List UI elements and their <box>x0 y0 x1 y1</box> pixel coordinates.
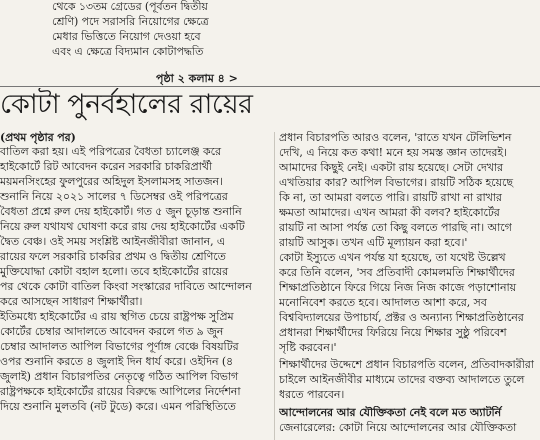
body-line: পর থেকে কোটা বাতিল কিংবা সংস্কারের দাবিতে আন্দোলন <box>0 280 252 293</box>
body-line: রায়ের ফলে সরকারি চাকরির প্রথম ও দ্বিতীয় শ্রেণিতে <box>0 250 226 263</box>
body-line: শিক্ষার্থীদের উদ্দেশে প্রধান বিচারপতি বলেন, প্রতিবাদকারীরা <box>279 358 534 371</box>
body-line: কি না, তা আমরা বলতে পারি। রায়টি রাখা না রাখার <box>279 191 502 204</box>
body-line: নিয়ে রুল যথাযথ ঘোষণা করে রায় দেয় হাইকোর্টের একটি <box>0 220 245 233</box>
body-line: ক্ষমতা আমাদের। এখন আমরা কী বলব? হাইকোর্টের <box>279 206 500 219</box>
body-line: বৈধতা প্রশ্নে রুল দেয় হাইকোর্ট। গত ৫ জুন চূড়ান্ত শুনানি <box>0 205 242 218</box>
fragment-line: শ্রেণি) পদে সরাসরি নিয়োগের ক্ষেত্রে <box>52 15 209 28</box>
body-line: শিক্ষাপ্রতিষ্ঠানে ফিরে গিয়ে নিজ নিজ কাজে পড়াশোনায় <box>279 281 517 294</box>
continuation-reference: পৃষ্ঠা ২ কলাম ৪ > <box>156 72 238 85</box>
body-line: হাইকোর্টে রিট আবেদন করেন সরকারি চাকরিপ্রার্থী <box>0 160 212 173</box>
body-line: জুলাই) প্রধান বিচারপতির নেতৃত্বে গঠিত আপিল বিভাগ <box>0 370 239 383</box>
body-line: প্রধানরা শিক্ষার্থীদের ফিরিয়ে নিয়ে শিক্ষার সুষ্ঠু পরিবেশ <box>279 326 507 339</box>
body-line: চেম্বার আদালত আপিল বিভাগের পূর্ণাঙ্গ বেঞ্চে বিষয়টির <box>0 340 239 353</box>
body-line: করে আসছেন সাধারণ শিক্ষার্থীরা। <box>0 295 143 308</box>
body-line: রাষ্ট্রপক্ষকে হাইকোর্টের রায়ের বিরুদ্ধে আপিলের নির্দেশনা <box>0 385 241 398</box>
fragment-line: মেধার ভিত্তিতে নিয়োগ দেওয়া হবে <box>52 30 201 43</box>
body-line: রায়টি আসুক। তখন এটি মূল্যায়ন করা হবে।' <box>279 236 468 249</box>
body-line: দেখি, এ নিয়ে কত কথা! মনে হয় সমস্ত জ্ঞান তাদেরই। <box>279 146 507 159</box>
body-line: কোর্টের চেম্বার আদালতে আবেদন করলে গত ৯ জুন <box>0 325 224 338</box>
body-line: বাতিল করা হয়। এই পরিপত্রের বৈধতা চ্যালেঞ্জ করে <box>0 145 221 158</box>
fragment-line: থেকে ১৩তম গ্রেডের (পূর্বতন দ্বিতীয় <box>52 0 208 13</box>
body-line: ইতিমধ্যে হাইকোর্টের এ রায় স্থগিত চেয়ে রাষ্ট্রপক্ষ সুপ্রিম <box>0 310 234 323</box>
section-rule <box>0 86 540 87</box>
fragment-line: এবং এ ক্ষেত্রে বিদ্যমান কোটাপদ্ধতি <box>52 45 204 58</box>
body-line: মনোনিবেশ করতে হবে। আদালত আশা করে, সব <box>279 296 487 309</box>
body-line: প্রধান বিচারপতি আরও বলেন, 'রাতে যখন টেলিভিশন <box>279 131 512 144</box>
body-line: ময়মনসিংহের ফুলপুরের অহিদুল ইসলামসহ সাতজন। <box>0 175 223 188</box>
body-line: এখতিয়ার কার? আপিল বিভাগের। রায়টি সঠিক হয়েছে <box>279 176 513 189</box>
body-line: দ্বৈত বেঞ্চ। ওই সময় সংশ্লিষ্ট আইনজীবীরা জানান, এ <box>0 235 226 248</box>
body-line: আমাদের কিছুই নেই। একটা রায় হয়েছে। সেটা দেখার <box>279 161 503 174</box>
body-line: ধরতে পারবেন। <box>279 388 345 401</box>
body-line: মুক্তিযোদ্ধা কোটা বহাল হলো। তবে হাইকোর্টের রায়ের <box>0 265 229 278</box>
body-line: সৃষ্টি করবেন।' <box>279 341 337 354</box>
body-line: ওপর শুনানি করতে ৪ জুলাই দিন ধার্য করে। ওইদিন (৪ <box>0 355 234 368</box>
body-line: রায়টি না আসা পর্যন্ত তো কিছু বলতে পারছি না। আগে <box>279 221 512 234</box>
body-line: চাইলে আইনজীবীর মাধ্যমে তাদের বক্তব্য আদালতে তুলে <box>279 373 525 386</box>
body-line: দিয়ে শুনানি মুলতবি (নট টুডে) করে। এমন পরিস্থিতিতে <box>0 400 236 413</box>
body-line: শুনানি নিয়ে ২০২১ সালের ৭ ডিসেম্বর ওই পরিপত্রের <box>0 190 228 203</box>
article-headline: কোটা পুনর্বহালের রায়ের <box>0 89 253 120</box>
subheading-line: আন্দোলনের আর যৌক্তিকতা নেই বলে মত অ্যাটর্নি <box>279 406 502 419</box>
body-line: জেনারেলের: কোটা নিয়ে আন্দোলনের আর যৌক্তিকতা <box>279 421 517 434</box>
body-line: কোটা ইস্যুতে এখন পর্যন্ত যা হয়েছে, তা যথেষ্ট উল্লেখ <box>279 251 506 264</box>
column-divider <box>274 132 275 440</box>
body-line: বিশ্ববিদ্যালয়ের উপাচার্য, প্রক্টর ও অন্যান্য শিক্ষাপ্রতিষ্ঠানের <box>279 311 524 324</box>
body-line: করে তিনি বলেন, 'সব প্রতিবাদী কোমলমতি শিক্ষার্থীদের <box>279 266 515 279</box>
article-kicker: (প্রথম পৃষ্ঠার পর) <box>0 131 76 144</box>
